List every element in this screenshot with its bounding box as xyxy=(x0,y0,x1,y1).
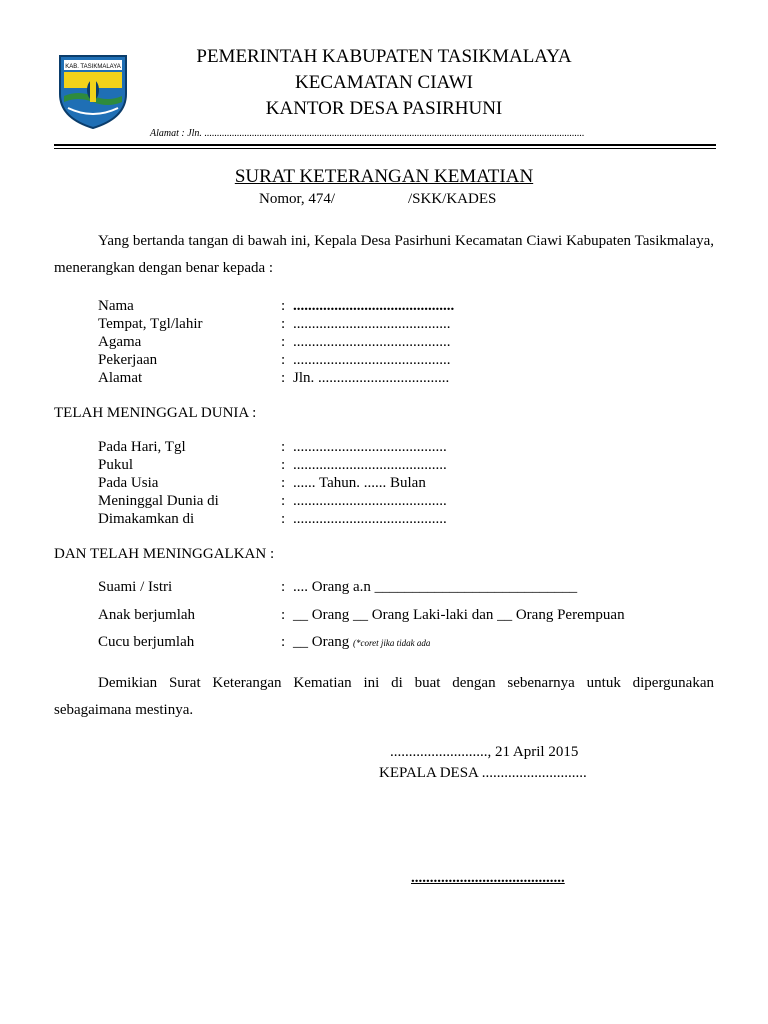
office-address xyxy=(150,128,584,139)
field-value-grandchildren xyxy=(293,634,430,651)
field-label-children: Anak berjumlah xyxy=(98,607,196,623)
field-colon: : xyxy=(281,579,286,595)
grandchildren-count: __ Orang xyxy=(293,634,350,650)
signature-position: KEPALA DESA ............................ xyxy=(379,765,587,781)
field-colon: : xyxy=(281,298,286,314)
field-value-name: ........................................... xyxy=(293,298,455,314)
field-value-day-date: ......................................... xyxy=(293,439,447,455)
field-colon: : xyxy=(281,475,286,491)
field-colon: : xyxy=(281,439,286,455)
village-office-name: KANTOR DESA PASIRHUNI xyxy=(265,98,503,119)
letterhead-rule-thin xyxy=(54,148,716,149)
field-label-religion: Agama xyxy=(98,334,142,350)
field-colon: : xyxy=(281,511,286,527)
field-value-burial-place: ......................................... xyxy=(293,511,447,527)
government-name: PEMERINTAH KABUPATEN TASIKMALAYA xyxy=(196,46,572,67)
signature-name: ......................................... xyxy=(411,870,565,886)
signature-place-date: .........................., 21 April 2015 xyxy=(390,744,579,760)
field-value-age: ...... Tahun. ...... Bulan xyxy=(293,475,426,491)
intro-paragraph: Yang bertanda tangan di bawah ini, Kepala Desa Pasirhuni Kecamatan Ciawi Kabupaten Tasikmalaya, menerangkan dengan benar kepada : xyxy=(54,233,714,276)
strike-if-none-note: (*coret jika tidak ada xyxy=(353,638,431,648)
field-colon: : xyxy=(281,352,286,368)
document-title: SURAT KETERANGAN KEMATIAN xyxy=(234,166,534,187)
section-heading-died: TELAH MENINGGAL DUNIA : xyxy=(54,405,257,421)
field-value-death-place: ......................................... xyxy=(293,493,447,509)
letter-number-suffix: /SKK/KADES xyxy=(408,191,497,207)
field-value-address: Jln. ................................... xyxy=(293,370,450,386)
field-label-occupation: Pekerjaan xyxy=(98,352,158,368)
field-label-birth: Tempat, Tgl/lahir xyxy=(98,316,203,332)
field-value-religion: .......................................... xyxy=(293,334,451,350)
field-label-time: Pukul xyxy=(98,457,134,473)
section-heading-left-behind: DAN TELAH MENINGGALKAN : xyxy=(54,546,275,562)
closing-paragraph: Demikian Surat Keterangan Kematian ini di buat dengan sebenarnya untuk dipergunakan sebagaimana mestinya. xyxy=(54,675,714,718)
field-value-occupation: .......................................... xyxy=(293,352,451,368)
field-value-time: ......................................... xyxy=(293,457,447,473)
field-colon: : xyxy=(281,607,286,623)
district-name: KECAMATAN CIAWI xyxy=(295,72,473,93)
field-label-burial-place: Dimakamkan di xyxy=(98,511,195,527)
field-label-address: Alamat xyxy=(98,370,143,386)
letter-number-prefix: Nomor, 474/ xyxy=(259,191,336,207)
logo-caption: KAB. TASIKMALAYA xyxy=(65,64,121,70)
field-value-children: __ Orang __ Orang Laki-laki dan __ Orang Perempuan xyxy=(293,607,625,623)
field-label-age: Pada Usia xyxy=(98,475,159,491)
field-label-name: Nama xyxy=(98,298,134,314)
field-label-grandchildren: Cucu berjumlah xyxy=(98,634,195,650)
letterhead-rule-thick xyxy=(54,144,716,146)
address-dots: ........................................................................................................................................................ xyxy=(204,128,585,139)
field-label-day-date: Pada Hari, Tgl xyxy=(98,439,186,455)
field-value-spouse: .... Orang a.n ___________________________ xyxy=(293,579,578,595)
field-label-death-place: Meninggal Dunia di xyxy=(98,493,219,509)
field-colon: : xyxy=(281,634,286,650)
field-colon: : xyxy=(281,316,286,332)
field-colon: : xyxy=(281,334,286,350)
field-colon: : xyxy=(281,370,286,386)
field-value-birth: .......................................... xyxy=(293,316,451,332)
field-colon: : xyxy=(281,493,286,509)
field-colon: : xyxy=(281,457,286,473)
field-label-spouse: Suami / Istri xyxy=(98,579,173,595)
address-label: Alamat : Jln. xyxy=(150,128,202,139)
